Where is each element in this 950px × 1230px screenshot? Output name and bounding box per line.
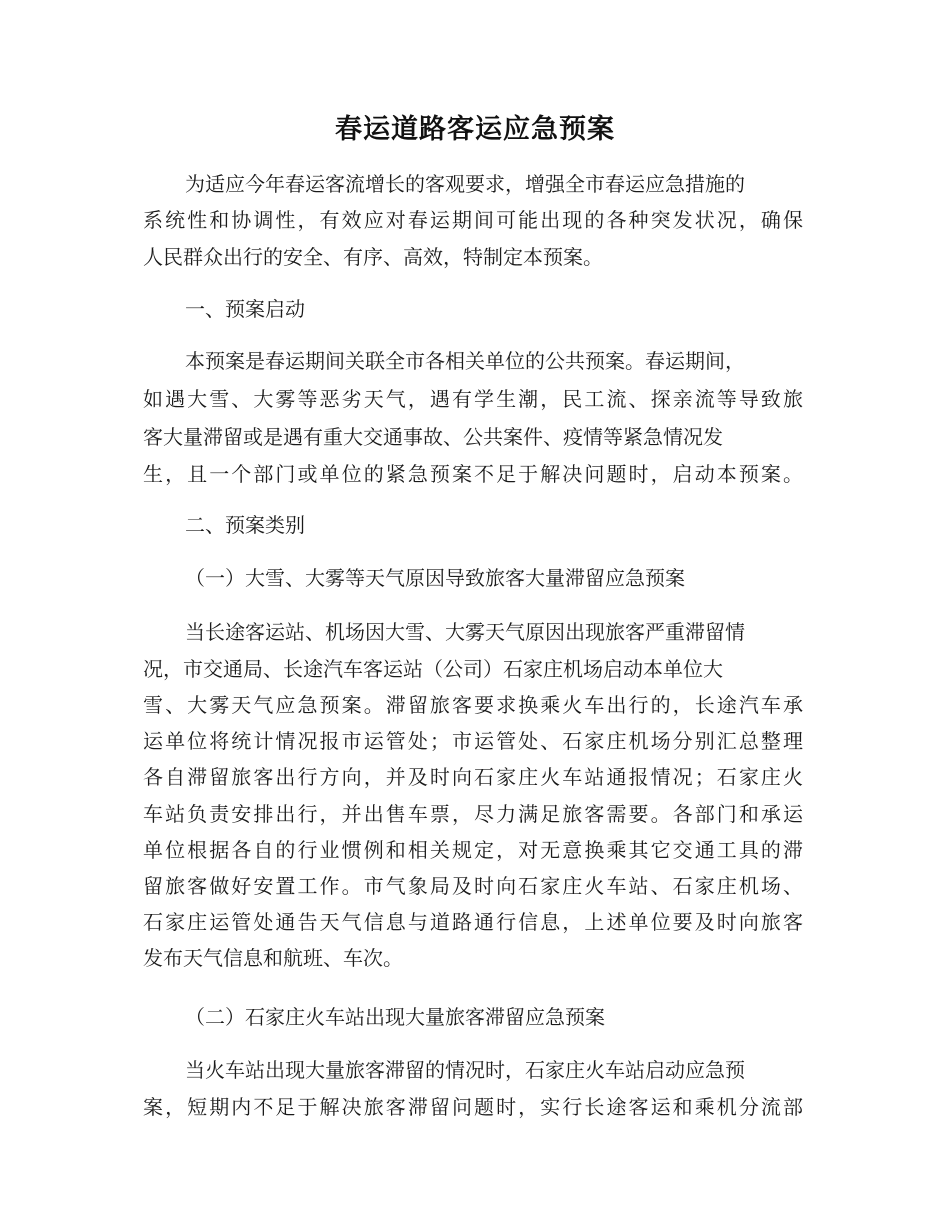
paragraph-line: 各自滞留旅客出行方向，并及时向石家庄火车站通报情况；石家庄火 bbox=[143, 765, 803, 789]
document-title: 春运道路客运应急预案 bbox=[335, 114, 615, 145]
paragraph-line: 为适应今年春运客流增长的客观要求，增强全市春运应急措施的 bbox=[185, 172, 745, 196]
paragraph-line: 客大量滞留或是遇有重大交通事故、公共案件、疫情等紧急情况发 bbox=[143, 425, 723, 449]
paragraph-line: 本预案是春运期间关联全市各相关单位的公共预案。春运期间， bbox=[185, 349, 745, 373]
paragraph-line: 生，且一个部门或单位的紧急预案不足于解决问题时，启动本预案。 bbox=[143, 462, 803, 486]
paragraph-line: 发布天气信息和航班、车次。 bbox=[143, 946, 403, 970]
paragraph-line: 留旅客做好安置工作。市气象局及时向石家庄火车站、石家庄机场、 bbox=[143, 874, 803, 898]
paragraph-line: 车站负责安排出行，并出售车票，尽力满足旅客需要。各部门和承运 bbox=[143, 802, 803, 826]
paragraph-line: 单位根据各自的行业惯例和相关规定，对无意换乘其它交通工具的滞 bbox=[143, 838, 803, 862]
paragraph-line: 石家庄运管处通告天气信息与道路通行信息，上述单位要及时向旅客 bbox=[143, 910, 803, 934]
paragraph-line: 况，市交通局、长途汽车客运站（公司）石家庄机场启动本单位大 bbox=[143, 657, 723, 681]
paragraph-line: 当火车站出现大量旅客滞留的情况时，石家庄火车站启动应急预 bbox=[185, 1058, 745, 1082]
subsection-heading: （一）大雪、大雾等天气原因导致旅客大量滞留应急预案 bbox=[185, 566, 685, 590]
paragraph-line: 当长途客运站、机场因大雪、大雾天气原因出现旅客严重滞留情 bbox=[185, 620, 745, 644]
paragraph-line: 系统性和协调性，有效应对春运期间可能出现的各种突发状况，确保 bbox=[143, 208, 803, 232]
subsection-heading: （二）石家庄火车站出现大量旅客滞留应急预案 bbox=[185, 1005, 605, 1029]
section-heading: 一、预案启动 bbox=[185, 297, 305, 321]
paragraph-line: 案，短期内不足于解决旅客滞留问题时，实行长途客运和乘机分流部 bbox=[143, 1095, 803, 1119]
paragraph-line: 运单位将统计情况报市运管处；市运管处、石家庄机场分别汇总整理 bbox=[143, 729, 803, 753]
section-heading: 二、预案类别 bbox=[185, 513, 305, 537]
paragraph-line: 人民群众出行的安全、有序、高效，特制定本预案。 bbox=[143, 245, 603, 269]
paragraph-line: 如遇大雪、大雾等恶劣天气，遇有学生潮，民工流、探亲流等导致旅 bbox=[143, 387, 803, 411]
paragraph-line: 雪、大雾天气应急预案。滞留旅客要求换乘火车出行的，长途汽车承 bbox=[143, 693, 803, 717]
